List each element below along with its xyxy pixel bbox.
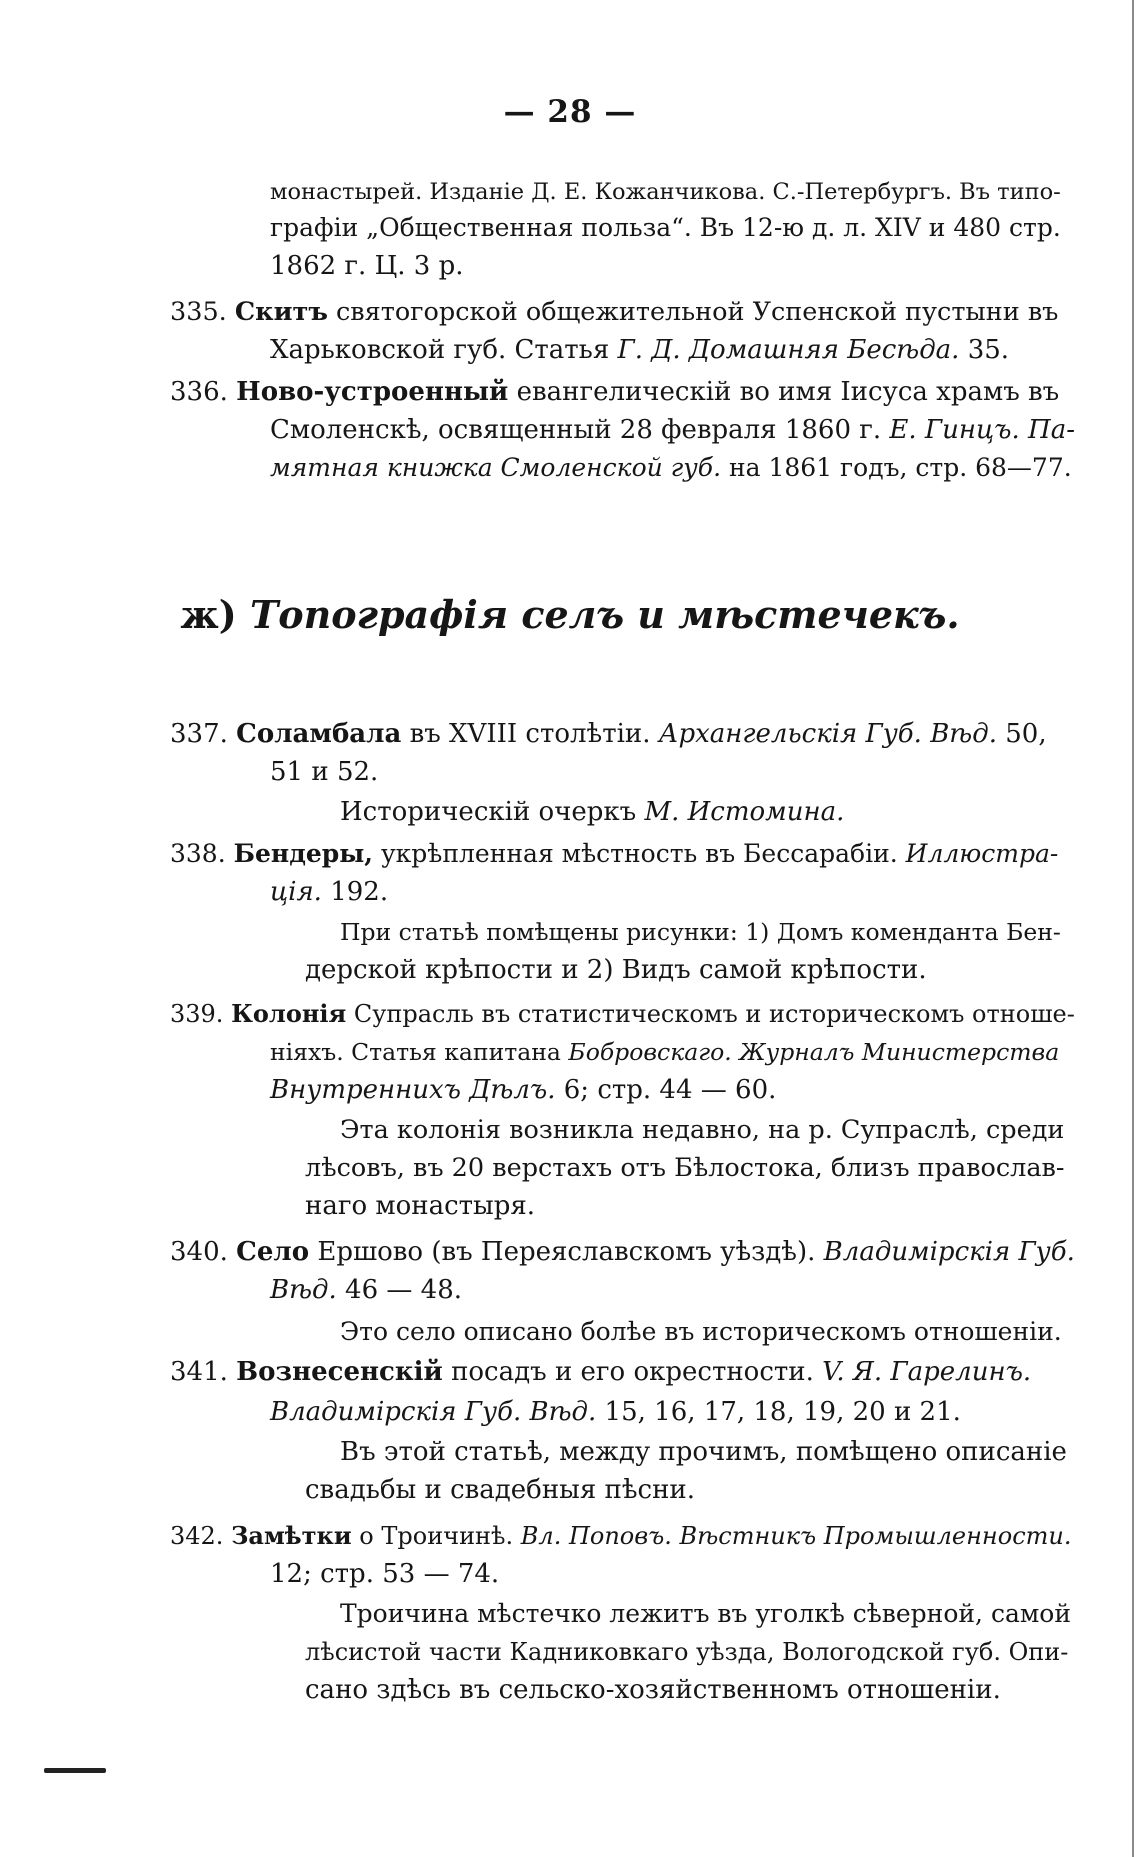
entry-text: ніяхъ. Статья капитана	[270, 1038, 569, 1066]
entry-339-line-1	[170, 998, 1075, 1030]
entry-342-note-2: лѣсистой части Кадниковкаго уѣзда, Вологодской губ. Опи-	[305, 1638, 1069, 1666]
note-text: Историческій очеркъ	[340, 797, 645, 827]
entry-text: 46 — 48.	[336, 1275, 463, 1305]
entry-339-note-1: Эта колонія возникла недавно, на р. Супраслѣ, среди	[340, 1115, 1065, 1145]
entry-source: Внутреннихъ Дѣлъ.	[270, 1075, 556, 1105]
entry-text: на 1861 годъ, стр. 68—77.	[721, 453, 1072, 482]
entry-source: Бобровскаго. Журналъ Министерства	[568, 1038, 1060, 1066]
entry-340-line-2	[270, 1274, 462, 1306]
entry-339-line-3	[270, 1074, 776, 1106]
entry-source: Вл. Поповъ. Вѣстникъ Промышленности.	[520, 1522, 1072, 1550]
entry-341-line-2	[270, 1396, 961, 1428]
entry-source: Иллюстра-	[905, 839, 1059, 868]
entry-number: 337.	[170, 719, 228, 749]
entry-text: Харьковской губ. Статья	[270, 335, 618, 365]
entry-text: укрѣпленная мѣстность въ Бессарабіи.	[373, 839, 906, 868]
entry-source: Вѣд.	[270, 1275, 337, 1305]
entry-text: евангелическій во имя Іисуса храмъ въ	[508, 377, 1060, 407]
text-line: монастырей. Изданіе Д. Е. Кожанчикова. С.-Петербургъ. Въ типо-	[270, 179, 1061, 205]
entry-source: ція.	[270, 877, 322, 907]
entry-338-note-2: дерской крѣпости и 2) Видъ самой крѣпости.	[305, 955, 927, 985]
section-title: Топографія селъ и мѣстечекъ.	[249, 592, 960, 637]
entry-text: 15, 16, 17, 18, 19, 20 и 21.	[596, 1397, 961, 1427]
entry-keyword: Соламбала	[236, 719, 402, 749]
entry-source: V. Я. Гарелинъ.	[822, 1357, 1032, 1387]
entry-336-line-2	[270, 414, 1075, 446]
entry-source: Владимірскія Губ. Вѣд.	[270, 1397, 597, 1427]
entry-336-line-3	[270, 452, 1072, 484]
entry-number: 340.	[170, 1237, 228, 1267]
entry-number: 338.	[170, 839, 226, 868]
entry-text: 50,	[997, 719, 1047, 749]
entry-keyword: Село	[236, 1237, 310, 1267]
page-number: — 28 —	[503, 94, 637, 130]
entry-text: Супрасль въ статистическомъ и историческомъ отноше-	[346, 1000, 1075, 1028]
entry-keyword: Колонія	[231, 999, 347, 1028]
text-line: графіи „Общественная польза“. Въ 12-ю д. л. XIV и 480 стр.	[270, 213, 1061, 242]
entry-number: 339.	[170, 1000, 224, 1028]
entry-338-line-2	[270, 876, 388, 908]
entry-source: Г. Д. Домашняя Бесѣда.	[617, 335, 960, 365]
entry-339-note-3: наго монастыря.	[305, 1191, 536, 1221]
entry-339-line-2	[270, 1036, 1059, 1068]
entry-number: 342.	[170, 1522, 224, 1550]
entry-text: о Троичинѣ.	[351, 1522, 521, 1550]
entry-text: 6; стр. 44 — 60.	[555, 1075, 777, 1105]
entry-338-line-1	[170, 838, 1058, 870]
entry-336-line-1	[170, 376, 1059, 408]
entry-keyword: Ново-устроенный	[236, 377, 509, 407]
entry-text: Ершово (въ Переяславскомъ уѣздѣ).	[309, 1237, 824, 1267]
section-letter: ж)	[180, 592, 237, 637]
page-edge-line	[1132, 0, 1134, 1857]
margin-dash-mark	[44, 1768, 106, 1773]
entry-341-note-1: Въ этой статьѣ, между прочимъ, помѣщено описаніе	[340, 1437, 1067, 1467]
entry-text: 192.	[321, 877, 389, 907]
entry-339-note-2: лѣсовъ, въ 20 верстахъ отъ Бѣлостока, близъ православ-	[305, 1153, 1065, 1183]
entry-337-line-1	[170, 718, 1047, 750]
section-heading	[0, 592, 1140, 637]
entry-text: посадъ и его окрестности.	[442, 1357, 823, 1387]
entry-source: Владимірскія Губ.	[823, 1237, 1075, 1267]
entry-341-note-2: свадьбы и свадебныя пѣсни.	[305, 1475, 695, 1505]
entry-keyword: Замѣтки	[231, 1521, 352, 1550]
entry-335-line-1	[170, 296, 1058, 328]
entry-keyword: Вознесенскій	[236, 1357, 443, 1387]
entry-text: 35.	[959, 335, 1010, 365]
entry-342-line-2: 12; стр. 53 — 74.	[270, 1559, 500, 1589]
entry-340-note-1: Это село описано болѣе въ историческомъ отношеніи.	[340, 1317, 1062, 1346]
entry-text: Смоленскѣ, освященный 28 февраля 1860 г.	[270, 415, 890, 445]
entry-number: 341.	[170, 1357, 228, 1387]
entry-text: святогорской общежительной Успенской пустыни въ	[327, 297, 1059, 327]
entry-341-line-1	[170, 1356, 1031, 1388]
entry-342-note-1: Троичина мѣстечко лежитъ въ уголкѣ сѣверной, самой	[340, 1599, 1072, 1628]
entry-source: Е. Гинцъ. Па-	[889, 415, 1075, 445]
entry-number: 335.	[170, 297, 227, 327]
entry-342-line-1	[170, 1520, 1071, 1552]
entry-keyword: Скитъ	[234, 297, 328, 327]
entry-source: Архангельскія Губ. Вѣд.	[658, 719, 997, 749]
entry-337-note	[340, 796, 844, 828]
text-line: 1862 г. Ц. 3 р.	[270, 251, 464, 281]
entry-340-line-1	[170, 1236, 1075, 1268]
entry-text: въ XVIII столѣтіи.	[401, 719, 659, 749]
entry-342-note-3: сано здѣсь въ сельско-хозяйственномъ отношеніи.	[305, 1675, 1001, 1705]
entry-keyword: Бендеры,	[233, 839, 374, 868]
entry-335-line-2	[270, 334, 1009, 366]
note-author: М. Истомина.	[644, 797, 845, 827]
entry-338-note-1: При статьѣ помѣщены рисунки: 1) Домъ коменданта Бен-	[340, 918, 1061, 946]
entry-number: 336.	[170, 377, 228, 407]
entry-337-line-2: 51 и 52.	[270, 757, 379, 787]
entry-source: мятная книжка Смоленской губ.	[270, 453, 722, 482]
